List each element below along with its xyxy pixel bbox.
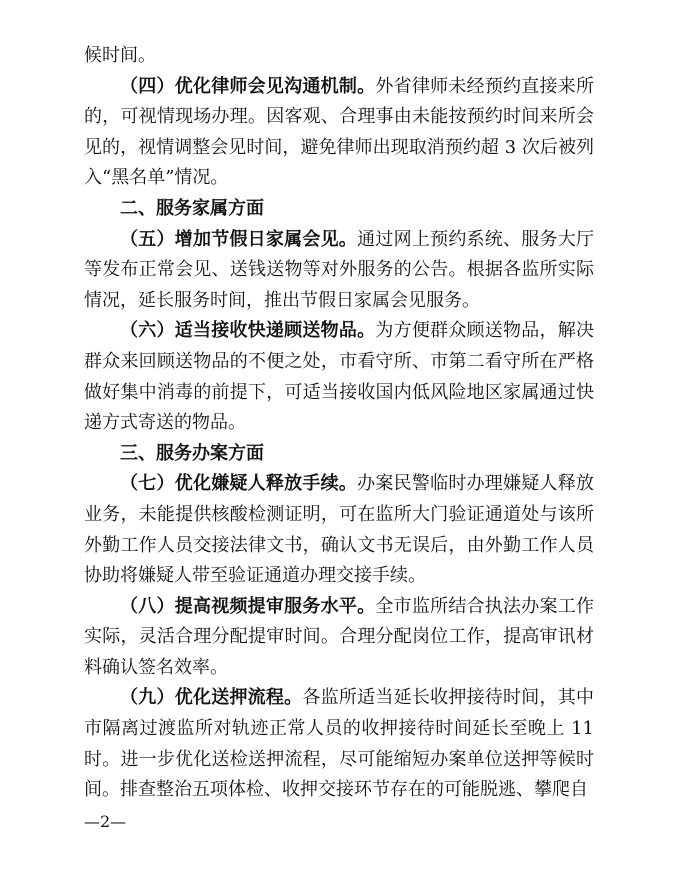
document-body	[84, 41, 594, 806]
paragraph-title: （四）优化律师会见沟通机制。	[120, 75, 376, 97]
section-heading-family: 二、服务家属方面	[120, 197, 264, 219]
section-heading-cases: 三、服务办案方面	[120, 442, 264, 464]
paragraph-item-7	[84, 469, 594, 591]
paragraph-title: （六）适当接收快递顾送物品。	[120, 320, 376, 342]
paragraph-text: 外省律师未经预约直接来所的，可视情现场办理。因客观、合理事由未能按预约时间来所会见的，视情调整会见时间，避免律师出现取消预约超 3 次后被列入“黑名单”情况。	[84, 75, 594, 189]
paragraph-title: （九）优化送押流程。	[120, 687, 303, 709]
paragraph-item-6	[84, 316, 594, 438]
paragraph-text: 各监所适当延长收押接待时间，其中市隔离过渡监所对轨迹正常人员的收押接待时间延长至晚上 11 时。进一步优化送检送押流程，尽可能缩短办案单位送押等候时间。排查整治五项体检、收押交接环节存在的可能脱逃、攀爬自	[84, 687, 595, 801]
paragraph-text: 为方便群众顾送物品，解决群众来回顾送物品的不便之处，市看守所、市第二看守所在严格做好集中消毒的前提下，可适当接收国内低风险地区家属通过快递方式寄送的物品。	[84, 320, 594, 434]
paragraph-item-9	[84, 683, 594, 805]
page-number: —2—	[84, 812, 127, 831]
paragraph-title: （七）优化嫌疑人释放手续。	[120, 473, 358, 495]
paragraph-title: （五）增加节假日家属会见。	[120, 228, 358, 250]
paragraph-text: 办案民警临时办理嫌疑人释放业务，未能提供核酸检测证明，可在监所大门验证通道处与该所外勤工作人员交接法律文书，确认文书无误后，由外勤工作人员协助将嫌疑人带至验证通道办理交接手续。	[84, 473, 595, 587]
paragraph-text: 通过网上预约系统、服务大厅等发布正常会见、送钱送物等对外服务的公告。根据各监所实际情况，延长服务时间，推出节假日家属会见服务。	[84, 228, 595, 311]
paragraph-title: （八）提高视频提审服务水平。	[120, 595, 376, 617]
continuation-text: 候时间。	[84, 45, 156, 66]
paragraph-item-4	[84, 72, 594, 194]
paragraph-item-8	[84, 592, 594, 684]
paragraph-text: 全市监所结合执法办案工作实际，灵活合理分配提审时间。合理分配岗位工作，提高审讯材料确认签名效率。	[84, 595, 594, 678]
paragraph-item-5	[84, 225, 594, 317]
